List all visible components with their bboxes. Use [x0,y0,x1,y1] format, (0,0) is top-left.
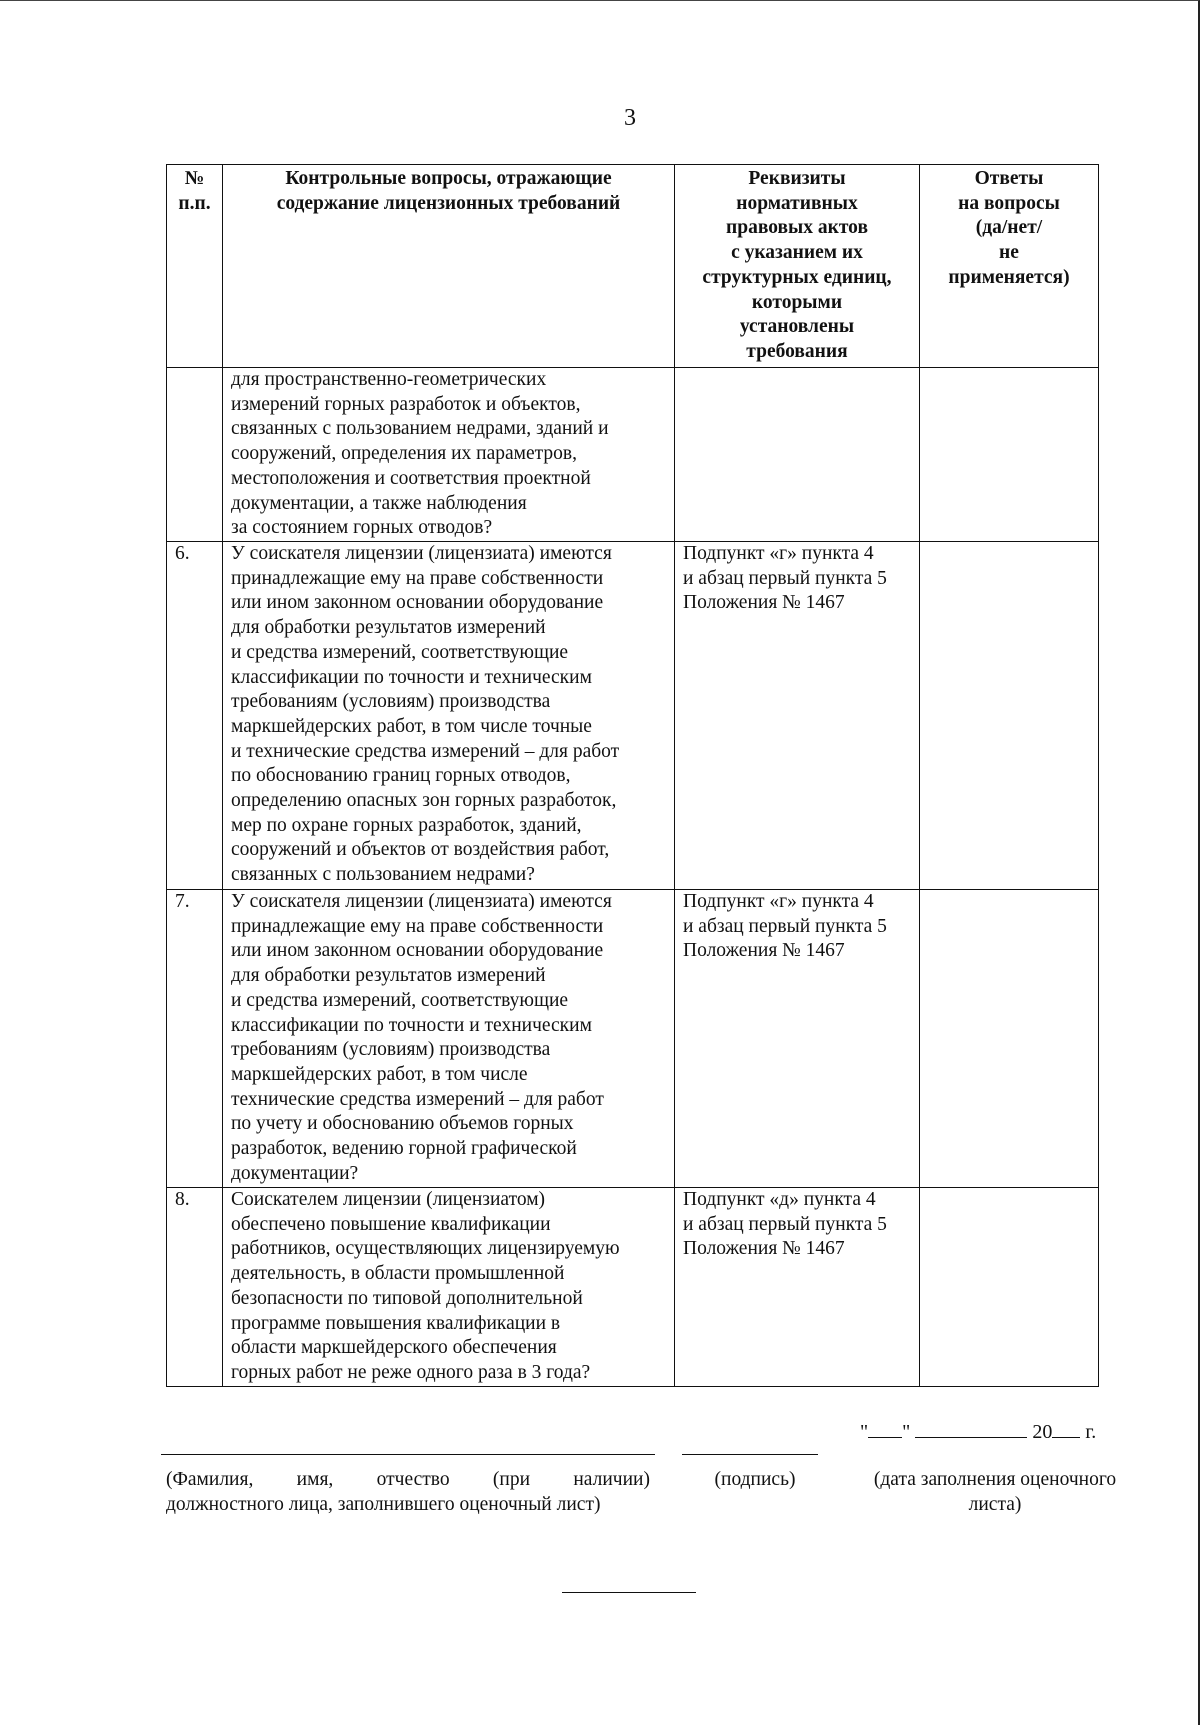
row-question: Соискателем лицензии (лицензиатом) обеспечено повышение квалификации работников, осуществляющих лицензируемую деятельность, в области промышленной безопасности по типовой дополнительной программе повышения квалификации в области маркшейдерского обеспечения горных работ не реже одного раза в 3 года? [223,1188,675,1387]
table-row [167,368,1099,542]
table-header-row [167,165,1099,368]
fill-date-field [860,1421,1130,1444]
date-year-blank [1052,1421,1080,1438]
caption-word: отчество [376,1469,450,1490]
signature-caption: (подпись) [714,1469,796,1490]
name-signature-line [161,1454,655,1455]
row-number: 6. [167,542,223,890]
date-suffix: г. [1085,1421,1097,1443]
name-caption [166,1467,650,1517]
date-caption-line2: листа) [968,1494,1022,1515]
date-quote-close: " [902,1421,911,1443]
footer-rule [562,1592,696,1593]
row-reference: Подпункт «г» пункта 4 и абзац первый пункта 5 Положения № 1467 [675,542,920,890]
date-caption [855,1467,1135,1517]
row-number: 8. [167,1188,223,1387]
date-day-blank [868,1421,902,1438]
date-caption-line1: (дата заполнения оценочного [873,1469,1117,1490]
caption-word: (Фамилия, [166,1469,254,1490]
row-answer [920,368,1099,542]
header-num: № п.п. [167,165,223,368]
page-number: 3 [624,105,636,131]
header-question: Контрольные вопросы, отражающие содержание лицензионных требований [223,165,675,368]
row-number [167,368,223,542]
table-row [167,542,1099,890]
row-reference: Подпункт «д» пункта 4 и абзац первый пункта 5 Положения № 1467 [675,1188,920,1387]
header-reference: Реквизиты нормативных правовых актов с указанием их структурных единиц, которыми установлены требования [675,165,920,368]
row-question: для пространственно-геометрических измерений горных разработок и объектов, связанных с пользованием недрами, зданий и сооружений, определения их параметров, местоположения и соответствия проектной документации, а также наблюдения за состоянием горных отводов? [223,368,675,542]
license-requirements-table [166,164,1099,1387]
name-caption-line2: должностного лица, заполнившего оценочный лист) [166,1494,601,1515]
table-row [167,890,1099,1188]
table-row [167,1188,1099,1387]
date-quote-open: " [860,1421,869,1443]
date-month-blank [915,1421,1027,1438]
signature-line [682,1454,818,1455]
caption-word: имя, [296,1469,334,1490]
date-year-prefix: 20 [1032,1421,1053,1443]
row-number: 7. [167,890,223,1188]
row-answer [920,1188,1099,1387]
row-question: У соискателя лицензии (лицензиата) имеются принадлежащие ему на праве собственности или ином законном основании оборудование для обработки результатов измерений и средства измерений, соответствующие классификации по точности и техническим требованиям (условиям) производства маркшейдерских работ, в том числе точные и технические средства измерений – для работ по обоснованию границ горных отводов, определению опасных зон горных разработок, мер по охране горных разработок, зданий, сооружений и объектов от воздействия работ, связанных с пользованием недрами? [223,542,675,890]
header-answer: Ответы на вопросы (да/нет/ не применяется) [920,165,1099,368]
caption-word: (при [492,1469,531,1490]
row-reference: Подпункт «г» пункта 4 и абзац первый пункта 5 Положения № 1467 [675,890,920,1188]
caption-word: наличии) [573,1469,650,1490]
row-reference [675,368,920,542]
row-question: У соискателя лицензии (лицензиата) имеются принадлежащие ему на праве собственности или ином законном основании оборудование для обработки результатов измерений и средства измерений, соответствующие классификации по точности и техническим требованиям (условиям) производства маркшейдерских работ, в том числе технические средства измерений – для работ по учету и обоснованию объемов горных разработок, ведению горной графической документации? [223,890,675,1188]
row-answer [920,890,1099,1188]
row-answer [920,542,1099,890]
